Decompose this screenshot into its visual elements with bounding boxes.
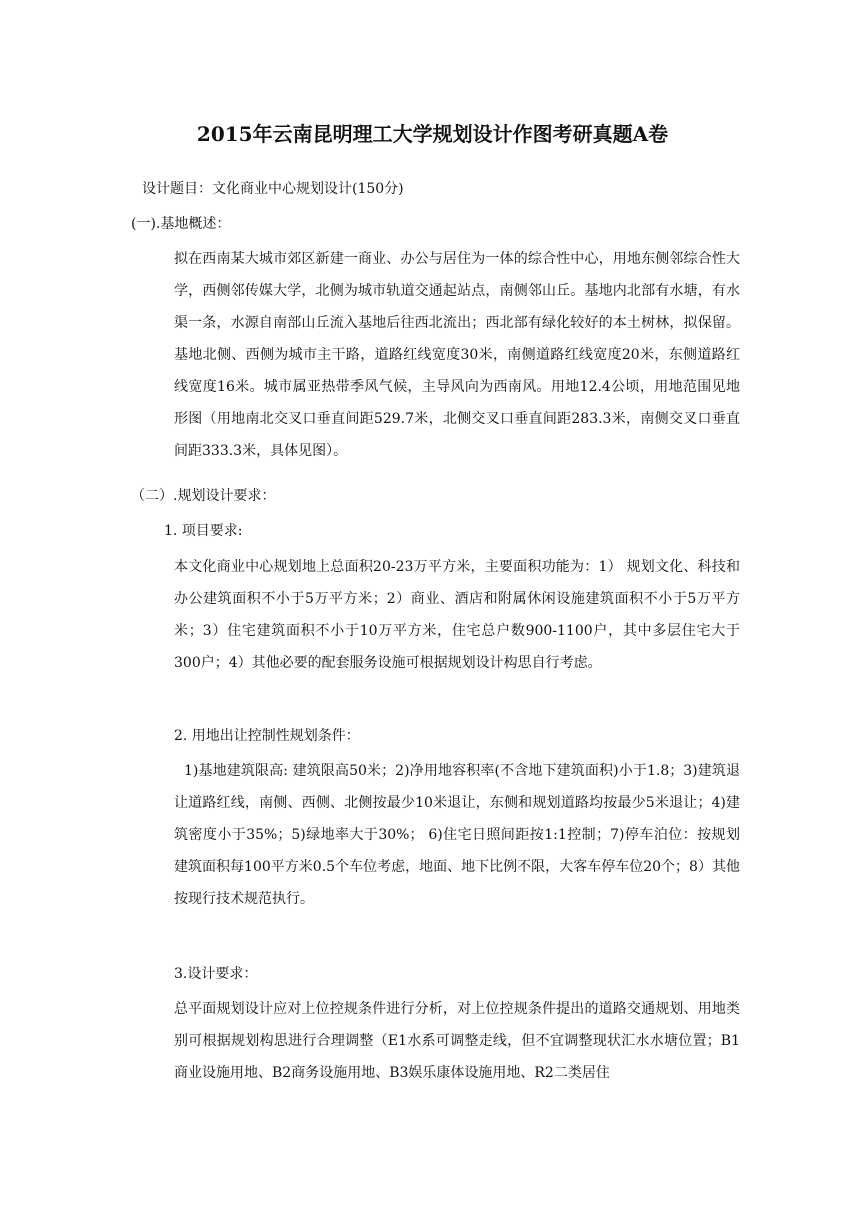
item3-body: 总平面规划设计应对上位控规条件进行分析，对上位控规条件提出的道路交通规划、用地类别可根据规划构思进行合理调整（E1水系可调整走线，但不宜调整现状汇水水塘位置；B1商业设施用地、B2商务设施用地、B3娱乐康体设施用地、R2二类居住 (174, 1001, 740, 1081)
section1-body: 拟在西南某大城市郊区新建一商业、办公与居住为一体的综合性中心，用地东侧邻综合性大学，西侧邻传媒大学，北侧为城市轨道交通起站点，南侧邻山丘。基地内北部有水塘，有水渠一条，水源自南部山丘流入基地后往西北流出；西北部有绿化较好的本土树林，拟保留。基地北侧、西侧为城市主干路，道路红线宽度30米，南侧道路红线宽度20米，东侧道路红线宽度16米。城市属亚热带季风气候，主导风向为西南风。用地12.4公顷，用地范围见地形图（用地南北交叉口垂直间距529.7米，北侧交叉口垂直间距283.3米，南侧交叉口垂直间距333.3米，具体见图）。 (174, 251, 740, 459)
item2-heading: 2. 用地出让控制性规划条件： (174, 728, 360, 744)
item3-heading: 3.设计要求： (174, 966, 258, 982)
design-topic: 设计题目：文化商业中心规划设计(150分) (142, 181, 404, 197)
item2-body: 1)基地建筑限高: 建筑限高50米；2)净用地容积率(不含地下建筑面积)小于1.8；3)建筑退让道路红线，南侧、西侧、北侧按最少10米退让，东侧和规划道路均按最少5米退让；4)建筑密度小于35%；5)绿地率大于30%； 6)住宅日照间距按1:1控制；7)停车泊位：按规划建筑面积每100平方米0.5个车位考虑，地面、地下比例不限，大客车停车位20个；8）其他按现行技术规范执行。 (174, 763, 740, 907)
item1-body: 本文化商业中心规划地上总面积20-23万平方米，主要面积功能为：1） 规划文化、科技和办公建筑面积不小于5万平方米；2）商业、酒店和附属休闲设施建筑面积不小于5万平方米；3）住宅建筑面积不小于10万平方米，住宅总户数900-1100户，其中多层住宅大于300户；4）其他必要的配套服务设施可根据规划设计构思自行考虑。 (174, 559, 740, 671)
section1-heading: (一).基地概述： (131, 216, 231, 232)
document-title: 2015年云南昆明理工大学规划设计作图考研真题A卷 (196, 122, 669, 146)
item1-heading: 1. 项目要求: (164, 523, 243, 539)
section2-heading: （二）.规划设计要求： (131, 488, 276, 504)
